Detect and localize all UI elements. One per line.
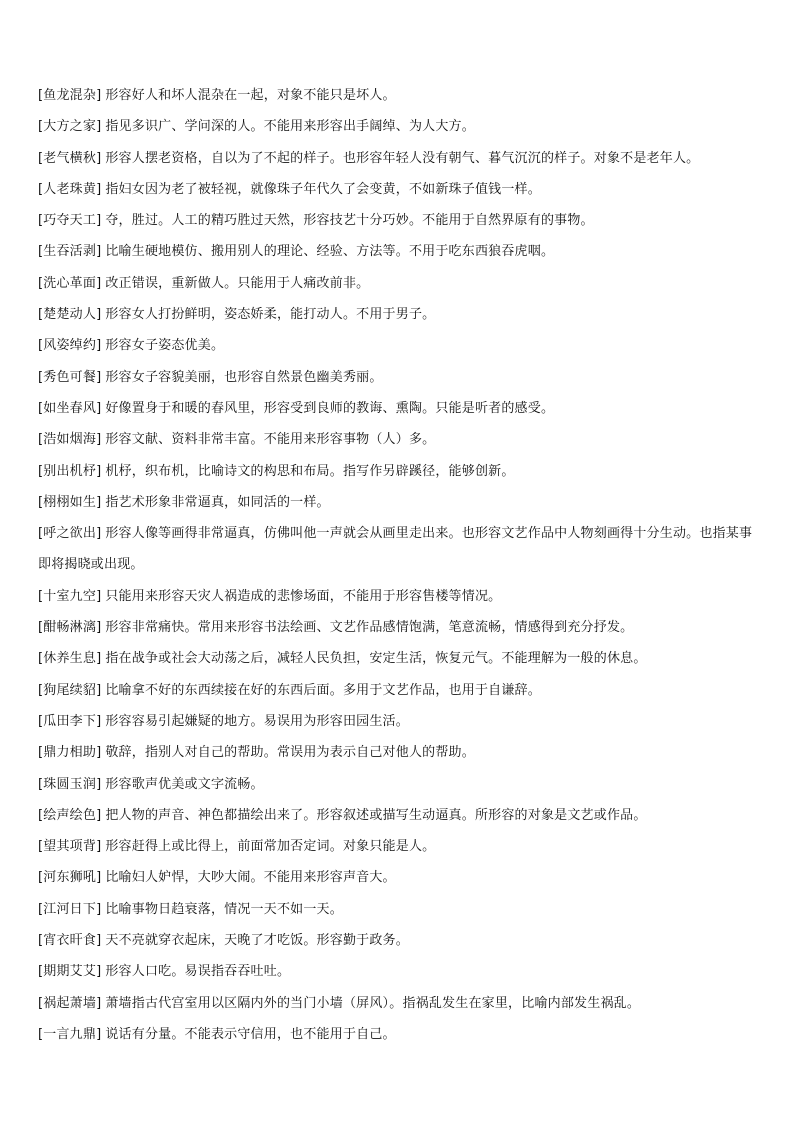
idiom-term: [狗尾续貂]: [38, 682, 102, 698]
list-item: [38, 299, 760, 330]
list-item: [38, 143, 760, 174]
list-item: [38, 456, 760, 487]
idiom-definition: 只能用来形容天灾人祸造成的悲惨场面，不能用于形容售楼等情况。: [105, 588, 502, 604]
idiom-term: [望其项背]: [38, 839, 102, 855]
list-item: [38, 174, 760, 205]
idiom-term: [老气横秋]: [38, 150, 102, 166]
idiom-term: [生吞活剥]: [38, 244, 102, 260]
idiom-term: [珠圆玉润]: [38, 776, 102, 792]
idiom-term: [一言九鼎]: [38, 1026, 102, 1042]
list-item: [38, 800, 760, 831]
idiom-definition: 形容女子容貌美丽，也形容自然景色幽美秀丽。: [105, 369, 383, 385]
idiom-definition: 形容文献、资料非常丰富。不能用来形容事物（人）多。: [105, 432, 436, 448]
idiom-list: [38, 80, 760, 1050]
idiom-term: [如坐春风]: [38, 400, 102, 416]
list-item: [38, 1019, 760, 1050]
list-item: [38, 643, 760, 674]
idiom-definition: 萧墙指古代宫室用以区隔内外的当门小墙（屏风）。指祸乱发生在家里，比喻内部发生祸乱。: [105, 995, 641, 1011]
idiom-definition: 形容赶得上或比得上，前面常加否定词。对象只能是人。: [105, 839, 436, 855]
idiom-term: [风姿绰约]: [38, 338, 102, 354]
idiom-term: [江河日下]: [38, 901, 102, 917]
list-item: [38, 362, 760, 393]
list-item: [38, 80, 760, 111]
list-item: [38, 424, 760, 455]
idiom-term: [酣畅淋漓]: [38, 620, 102, 636]
idiom-definition: 形容人像等画得非常逼真，仿佛叫他一声就会从画里走出来。也形容文艺作品中人物刻画得十分生动。也指某事即将揭晓或出现。: [38, 526, 753, 573]
list-item: [38, 706, 760, 737]
list-item: [38, 111, 760, 142]
idiom-definition: 机杼，织布机，比喻诗文的构思和布局。指写作另辟蹊径，能够创新。: [105, 463, 515, 479]
idiom-definition: 指见多识广、学问深的人。不能用来形容出手阔绰、为人大方。: [105, 119, 475, 135]
idiom-term: [别出机杼]: [38, 463, 102, 479]
idiom-definition: 形容人摆老资格，自以为了不起的样子。也形容年轻人没有朝气、暮气沉沉的样子。对象不是老年人。: [105, 150, 700, 166]
list-item: [38, 205, 760, 236]
idiom-definition: 形容女子姿态优美。: [105, 338, 225, 354]
idiom-term: [人老珠黄]: [38, 181, 102, 197]
idiom-definition: 说话有分量。不能表示守信用，也不能用于自己。: [105, 1026, 396, 1042]
idiom-definition: 形容非常痛快。常用来形容书法绘画、文艺作品感情饱满，笔意流畅，情感得到充分抒发。: [105, 620, 634, 636]
idiom-term: [鼎力相助]: [38, 745, 102, 761]
idiom-term: [大方之家]: [38, 119, 102, 135]
list-item: [38, 268, 760, 299]
idiom-definition: 形容好人和坏人混杂在一起，对象不能只是坏人。: [105, 88, 396, 103]
list-item: [38, 236, 760, 267]
idiom-term: [栩栩如生]: [38, 494, 102, 510]
list-item: [38, 487, 760, 518]
idiom-term: [呼之欲出]: [38, 526, 102, 542]
idiom-definition: 夺，胜过。人工的精巧胜过天然，形容技艺十分巧妙。不能用于自然界原有的事物。: [105, 213, 594, 229]
idiom-definition: 形容人口吃。易误指吞吞吐吐。: [105, 964, 291, 980]
idiom-definition: 指艺术形象非常逼真，如同活的一样。: [105, 494, 330, 510]
idiom-definition: 敬辞，指别人对自己的帮助。常误用为表示自己对他人的帮助。: [105, 745, 475, 761]
idiom-term: [宵衣旰食]: [38, 933, 102, 949]
list-item: [38, 925, 760, 956]
idiom-term: [祸起萧墙]: [38, 995, 102, 1011]
list-item: [38, 612, 760, 643]
idiom-term: [巧夺天工]: [38, 213, 102, 229]
list-item: [38, 831, 760, 862]
list-item: [38, 581, 760, 612]
list-item: [38, 393, 760, 424]
list-item: [38, 675, 760, 706]
idiom-definition: 比喻拿不好的东西续接在好的东西后面。多用于文艺作品，也用于自谦辞。: [105, 682, 541, 698]
idiom-definition: 天不亮就穿衣起床，天晚了才吃饭。形容勤于政务。: [105, 933, 409, 949]
idiom-definition: 形容女人打扮鲜明，姿态娇柔，能打动人。不用于男子。: [105, 307, 436, 323]
idiom-definition: 比喻事物日趋衰落，情况一天不如一天。: [105, 901, 343, 917]
list-item: [38, 894, 760, 925]
idiom-term: [秀色可餐]: [38, 369, 102, 385]
idiom-definition: 形容容易引起嫌疑的地方。易误用为形容田园生活。: [105, 713, 409, 729]
idiom-term: [浩如烟海]: [38, 432, 102, 448]
idiom-term: [休养生息]: [38, 651, 102, 667]
list-item: [38, 862, 760, 893]
idiom-definition: 指妇女因为老了被轻视，就像珠子年代久了会变黄，不如新珠子值钱一样。: [105, 181, 541, 197]
idiom-term: [鱼龙混杂]: [38, 88, 102, 103]
idiom-term: [瓜田李下]: [38, 713, 102, 729]
idiom-term: [绘声绘色]: [38, 807, 102, 823]
idiom-definition: 把人物的声音、神色都描绘出来了。形容叙述或描写生动逼真。所形容的对象是文艺或作品。: [105, 807, 647, 823]
list-item: [38, 737, 760, 768]
idiom-definition: 指在战争或社会大动荡之后，减轻人民负担，安定生活，恢复元气。不能理解为一般的休息。: [105, 651, 647, 667]
idiom-term: [河东狮吼]: [38, 870, 102, 886]
list-item: [38, 769, 760, 800]
idiom-definition: 比喻生硬地模仿、搬用别人的理论、经验、方法等。不用于吃东西狼吞虎咽。: [105, 244, 555, 260]
list-item: [38, 330, 760, 361]
idiom-definition: 比喻妇人妒悍，大吵大闹。不能用来形容声音大。: [105, 870, 396, 886]
list-item: [38, 518, 760, 581]
idiom-definition: 形容歌声优美或文字流畅。: [105, 776, 264, 792]
idiom-definition: 好像置身于和暖的春风里，形容受到良师的教诲、熏陶。只能是听者的感受。: [105, 400, 555, 416]
list-item: [38, 988, 760, 1019]
idiom-term: [期期艾艾]: [38, 964, 102, 980]
list-item: [38, 956, 760, 987]
idiom-term: [十室九空]: [38, 588, 102, 604]
idiom-definition: 改正错误，重新做人。只能用于人痛改前非。: [105, 275, 370, 291]
idiom-term: [洗心革面]: [38, 275, 102, 291]
idiom-term: [楚楚动人]: [38, 307, 102, 323]
